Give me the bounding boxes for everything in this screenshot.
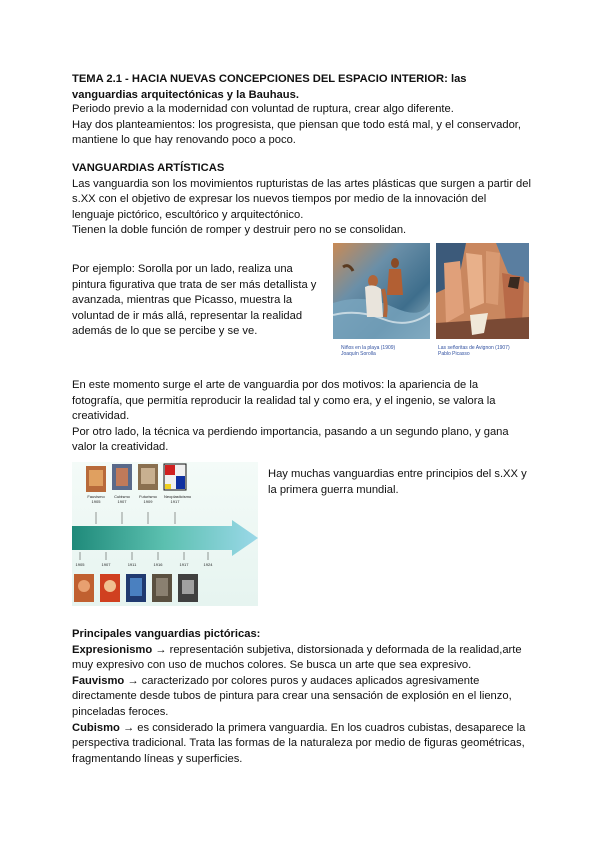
paragraph-line: pintura figurativa que trata de ser más detallista y [72,278,317,291]
picasso-painting [436,243,529,339]
paragraph-line: la primera guerra mundial. [268,483,399,496]
principales-section [72,627,542,767]
timeline-label: Neoplasticismo 1917 [164,494,192,504]
paragraph-line: fotografía, que permitía reproducir la realidad tal y como era, y el ingenio, se valora la [72,394,496,407]
caption-author: Pablo Picasso [438,351,470,357]
intro-line: Hay dos planteamientos: los progresista, que piensan que todo está mal, y el conservador, [72,118,522,131]
paragraph-line: Hay muchas vanguardias entre principios del s.XX y [268,468,527,480]
timeline-text [268,467,538,498]
paragraph-line: Tienen la doble función de romper y destruir pero no se consolidan. [72,224,407,237]
paragraph-line: lenguaje pictórico, escultórico y arquitectónico. [72,208,304,221]
sorolla-caption [341,345,395,357]
arrow: → [152,643,170,656]
timeline-label: 1924 [203,562,213,567]
intro-line: mantiene lo que hay renovando poco a poco. [72,134,296,147]
term: Fauvismo [72,674,125,687]
timeline-label: 1905 [75,562,85,567]
timeline-label: Futurismo 1909 [139,494,157,504]
expresionismo-item [72,643,542,659]
paragraph-line: perspectiva tradicional. Trata las formas de la naturaleza por medio de figuras geométricas, [72,737,525,750]
picasso-caption [438,345,510,357]
term: Cubismo [72,721,120,734]
paragraph-line: s.XX con el objetivo de expresar los nuevos tiempos por medio de la innovación del [72,193,487,206]
paragraph-line: En este momento surge el arte de vanguardia por dos motivos: la apariencia de la [72,379,479,391]
section-title: VANGUARDIAS ARTÍSTICAS [72,162,225,174]
vanguardias-timeline [72,462,258,606]
page-title [72,72,542,103]
intro-paragraph [72,102,542,149]
timeline-label: 1916 [153,562,163,567]
paragraph-line: Por ejemplo: Sorolla por un lado, realiza una [72,263,293,275]
paragraph-line: creatividad. [72,410,130,423]
moment-paragraph [72,378,542,456]
sorolla-painting [333,243,430,339]
definition: es considerado la primera vanguardia. En los cuadros cubistas, desaparece la [137,721,526,734]
paragraph-line: Por otro lado, la técnica va perdiendo importancia, pasando a un segundo plano, y gana [72,425,509,438]
fauvismo-item [72,674,542,690]
paragraph-line: además de lo que se percibe y se ve. [72,325,258,338]
paragraph-line: valor la creatividad. [72,441,169,454]
example-paragraph [72,262,332,340]
timeline-label: Cubismo 1907 [114,494,130,504]
caption-title: Niños en la playa (1909) [341,345,396,351]
definition: caracterizado por colores puros y audaces aplicados agresivamente [141,674,480,687]
paragraph-line: fragmentando líneas y superficies. [72,752,243,765]
timeline-label: 1911 [127,562,137,567]
paragraph-line: directamente desde tubos de pintura para crear una sensación de explosión en el lienzo, [72,690,512,703]
term: Expresionismo [72,643,153,656]
caption-author: Joaquín Sorolla [341,351,376,357]
timeline-label: 1917 [179,562,189,567]
arrow: → [119,721,138,734]
paragraph-line: Las vanguardia son los movimientos rupturistas de las artes plásticas que surgen a partir del [72,177,531,190]
paragraph-line: voluntad de ir más allá, representar la realidad [72,309,303,322]
section-title: Principales vanguardias pictóricas: [72,628,261,640]
intro-line: Periodo previo a la modernidad con voluntad de ruptura, crear algo diferente. [72,103,454,115]
cubismo-item [72,721,542,737]
definition: representación subjetiva, distorsionada y deformada de la realidad,arte [169,643,522,656]
paragraph-line: avanzada, mientras que Picasso, muestra la [72,294,293,307]
arrow: → [124,674,142,687]
caption-title: Las señoritas de Avignon (1907) [438,345,510,351]
paragraph-line: pinceladas feroces. [72,705,169,718]
timeline-label: 1907 [101,562,111,567]
paragraph-line: muy expresivo con uso de muchos colores. Se busca un arte que sea expresivo. [72,659,472,672]
title-line-2: vanguardias arquitectónicas y la Bauhaus. [72,88,299,101]
timeline-label: Fauvismo 1905 [87,494,105,504]
title-line-1: TEMA 2.1 - HACIA NUEVAS CONCEPCIONES DEL ESPACIO INTERIOR: las [72,73,467,85]
vanguardias-section [72,161,542,239]
